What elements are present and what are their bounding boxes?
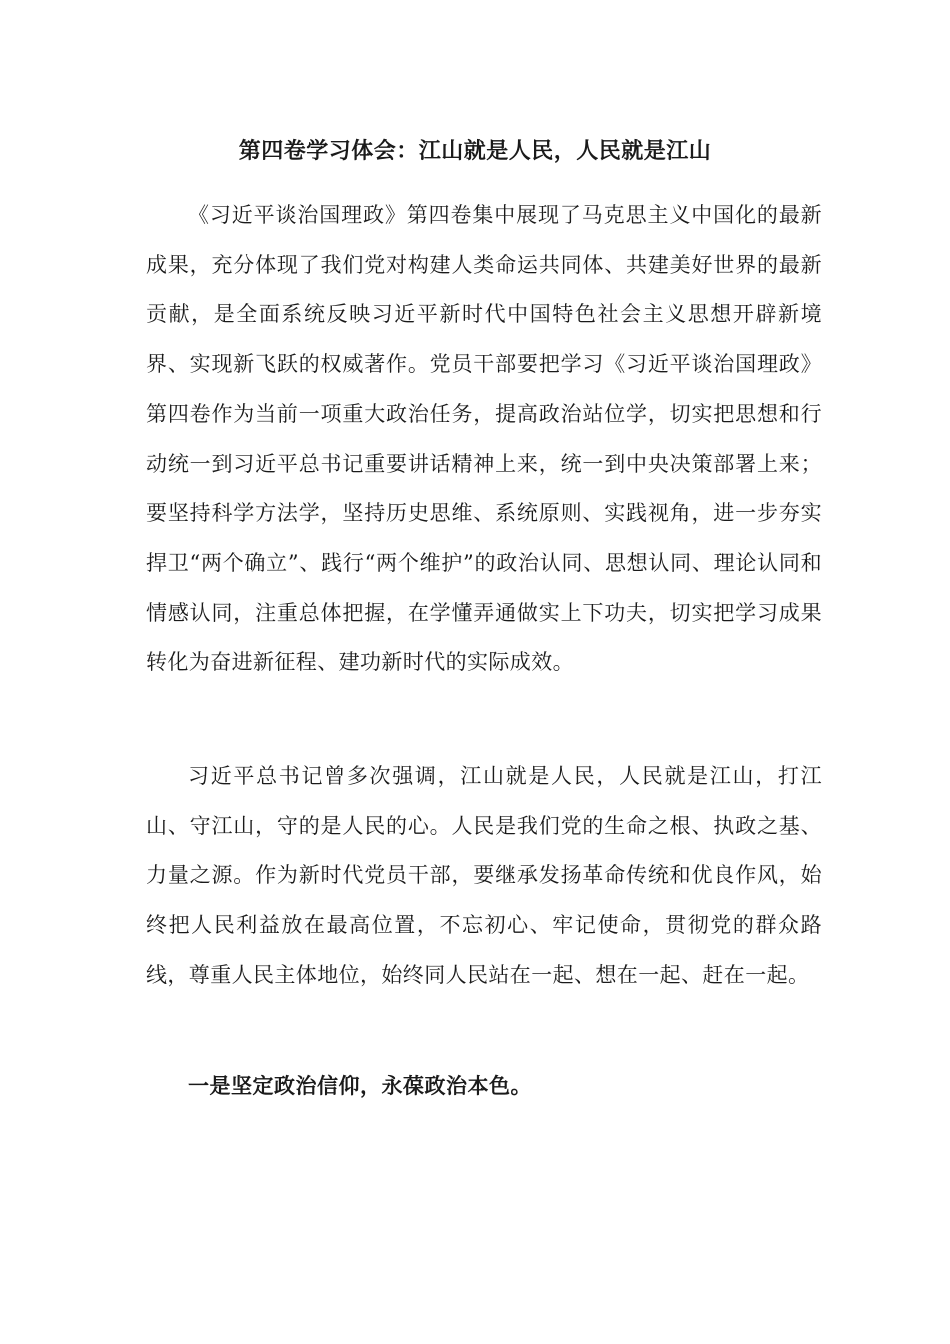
document-title: 第四卷学习体会：江山就是人民，人民就是江山: [238, 139, 712, 164]
section-heading: 一是坚定政治信仰，永葆政治本色。: [188, 1074, 532, 1098]
body-paragraph-2: 习近平总书记曾多次强调，江山就是人民，人民就是江山，打江山、守江山，守的是人民的心。人民是我们党的生命之根、执政之基、力量之源。作为新时代党员干部，要继承发扬革命传统和优良作风，始终把人民利益放在最高位置，不忘初心、牢记使命，贯彻党的群众路线，尊重人民主体地位，始终同人民站在一起、想在一起、赶在一起。: [146, 764, 822, 987]
body-paragraph-1: 《习近平谈治国理政》第四卷集中展现了马克思主义中国化的最新成果，充分体现了我们党对构建人类命运共同体、共建美好世界的最新贡献，是全面系统反映习近平新时代中国特色社会主义思想开辟新境界、实现新飞跃的权威著作。党员干部要把学习《习近平谈治国理政》第四卷作为当前一项重大政治任务，提高政治站位学，切实把思想和行动统一到习近平总书记重要讲话精神上来，统一到中央决策部署上来；要坚持科学方法学，坚持历史思维、系统原则、实践视角，进一步夯实捍卫“两个确立”、践行“两个维护”的政治认同、思想认同、理论认同和情感认同，注重总体把握，在学懂弄通做实上下功夫，切实把学习成果转化为奋进新征程、建功新时代的实际成效。: [146, 203, 822, 675]
